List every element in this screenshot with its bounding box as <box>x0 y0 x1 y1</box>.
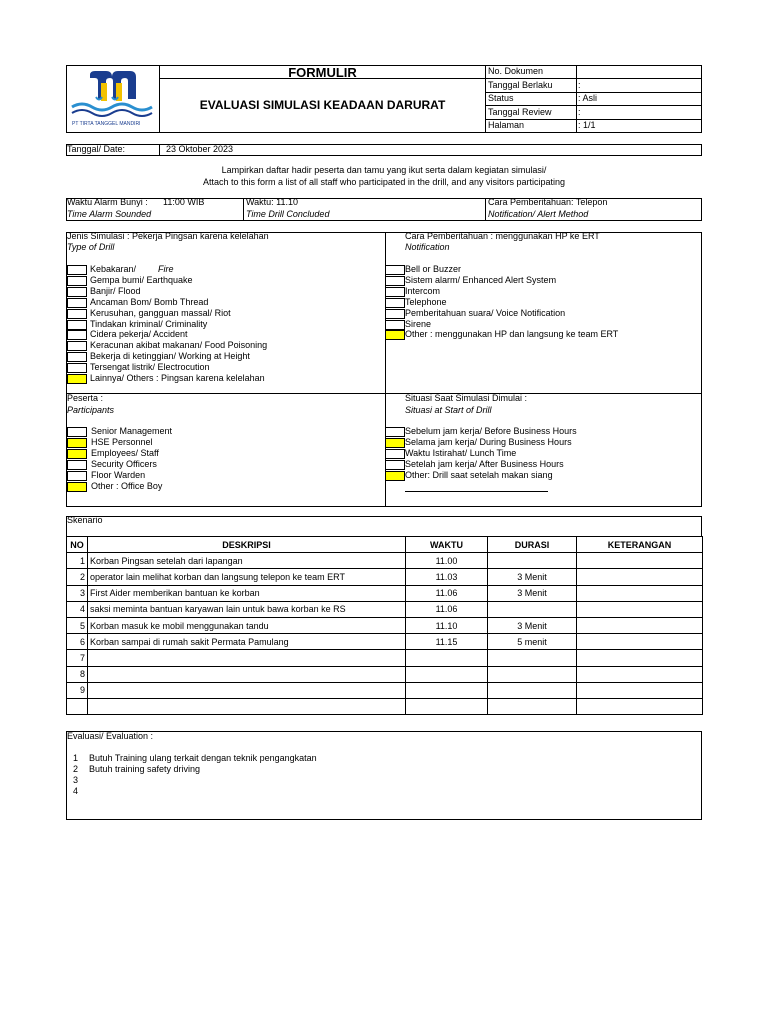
meta-value-status: : Asli <box>578 93 598 103</box>
notification-title: Cara Pemberitahuan : menggunakan HP ke ERT <box>405 231 600 241</box>
col-time: WAKTU <box>406 537 488 553</box>
row-no: 6 <box>67 634 88 650</box>
row-duration <box>488 698 577 714</box>
table-row <box>67 682 703 698</box>
evaluation-box <box>66 731 702 820</box>
checkbox[interactable] <box>67 449 87 459</box>
date-row <box>66 144 702 156</box>
participant-item: HSE Personnel <box>91 436 153 447</box>
checkbox[interactable] <box>67 276 87 286</box>
row-duration: 3 Menit <box>488 585 577 601</box>
col-duration: DURASI <box>488 537 577 553</box>
row-duration <box>488 553 577 569</box>
row-time: 11.06 <box>406 585 488 601</box>
drill-type-item: Keracunan akibat makanan/ Food Poisoning <box>90 340 268 351</box>
row-notes <box>577 585 703 601</box>
row-duration: 3 Menit <box>488 569 577 585</box>
row-no: 9 <box>67 682 88 698</box>
notification-item: Intercom <box>405 285 441 296</box>
row-notes <box>577 698 703 714</box>
evaluation-no: 1 <box>73 753 79 763</box>
row-notes <box>577 666 703 682</box>
date-value: 23 Oktober 2023 <box>166 144 234 154</box>
row-time: 11.15 <box>406 634 488 650</box>
row-no: 3 <box>67 585 88 601</box>
evaluation-title: Evaluasi/ Evaluation : <box>67 731 154 741</box>
scenario-title: Skenario <box>67 515 103 525</box>
row-description: First Aider memberikan bantuan ke korban <box>88 585 406 601</box>
evaluation-no: 4 <box>73 786 79 796</box>
checkbox[interactable] <box>67 352 87 362</box>
row-description: Korban sampai di rumah sakit Permata Pamulang <box>88 634 406 650</box>
drill-type-item: Kebakaran/ <box>90 264 137 274</box>
checkbox[interactable] <box>67 427 87 437</box>
row-notes <box>577 682 703 698</box>
evaluation-item: Butuh training safety driving <box>89 764 201 774</box>
checkbox[interactable] <box>385 265 405 275</box>
drill-type-item: Tindakan kriminal/ Criminality <box>90 318 208 329</box>
checkbox[interactable] <box>385 330 405 340</box>
checkbox[interactable] <box>67 287 87 297</box>
col-no: NO <box>67 537 88 553</box>
row-duration <box>488 601 577 617</box>
row-no <box>67 698 88 714</box>
checkbox[interactable] <box>385 438 405 448</box>
drill-type-title: Jenis Simulasi : Pekerja Pingsan karena kelelahan <box>67 231 269 241</box>
drill-type-item: Cidera pekerja/ Accident <box>90 329 188 340</box>
notification-title-en: Notification <box>405 242 450 252</box>
situation-underline <box>405 491 548 492</box>
table-row <box>67 698 703 714</box>
row-time <box>406 682 488 698</box>
participant-item: Other : Office Boy <box>91 480 163 491</box>
row-description <box>88 650 406 666</box>
notification-item: Sirene <box>405 318 432 329</box>
row-description: Korban masuk ke mobil menggunakan tandu <box>88 617 406 633</box>
situation-item: Sebelum jam kerja/ Before Business Hours <box>405 426 577 436</box>
checkbox[interactable] <box>67 330 87 340</box>
alarm-value: 11:00 WIB <box>163 197 205 207</box>
table-row <box>67 617 703 633</box>
table-row <box>67 585 703 601</box>
row-time: 11.00 <box>406 553 488 569</box>
row-notes <box>577 617 703 633</box>
logo <box>68 67 156 131</box>
doc-meta <box>485 65 702 133</box>
checkbox[interactable] <box>67 320 87 330</box>
participants-title: Peserta : <box>67 393 104 403</box>
checkbox[interactable] <box>385 276 405 286</box>
row-no: 2 <box>67 569 88 585</box>
evaluation-item: Butuh Training ulang terkait dengan teknik pengangkatan <box>89 753 317 763</box>
checkbox[interactable] <box>67 363 87 373</box>
table-row <box>67 569 703 585</box>
participant-item: Floor Warden <box>91 469 146 480</box>
checkbox[interactable] <box>67 309 87 319</box>
checkbox[interactable] <box>385 287 405 297</box>
row-duration: 5 menit <box>488 634 577 650</box>
checkbox[interactable] <box>67 265 87 275</box>
notification-item: Sistem alarm/ Enhanced Alert System <box>405 274 557 285</box>
notification-item: Pemberitahuan suara/ Voice Notification <box>405 307 566 318</box>
situation-title-en: Situasi at Start of Drill <box>405 405 492 415</box>
meta-label-effective: Tanggal Berlaku <box>488 80 553 90</box>
row-notes <box>577 634 703 650</box>
row-description: operator lain melihat korban dan langsung telepon ke team ERT <box>88 569 406 585</box>
row-time <box>406 698 488 714</box>
situation-item: Selama jam kerja/ During Business Hours <box>405 436 572 447</box>
row-no: 7 <box>67 650 88 666</box>
concluded-label: Waktu: 11.10 <box>246 197 299 207</box>
drill-type-item: Kerusuhan, gangguan massal/ Riot <box>90 307 231 318</box>
situation-item: Setelah jam kerja/ After Business Hours <box>405 458 564 469</box>
row-duration <box>488 666 577 682</box>
row-no: 4 <box>67 601 88 617</box>
checkbox[interactable] <box>385 449 405 459</box>
scenario-table <box>66 536 703 715</box>
checkbox[interactable] <box>67 471 87 481</box>
row-time <box>406 666 488 682</box>
row-notes <box>577 553 703 569</box>
notification-item: Bell or Buzzer <box>405 264 462 274</box>
situation-title: Situasi Saat Simulasi Dimulai : <box>405 393 528 403</box>
table-row <box>67 650 703 666</box>
situation-item: Other: Drill saat setelah makan siang <box>405 469 553 480</box>
row-time: 11.06 <box>406 601 488 617</box>
row-duration: 3 Menit <box>488 617 577 633</box>
evaluation-no: 2 <box>73 764 79 774</box>
table-row <box>67 601 703 617</box>
alarm-label-en: Time Alarm Sounded <box>67 209 152 219</box>
scenario-box <box>66 516 702 537</box>
row-notes <box>577 650 703 666</box>
table-row <box>67 666 703 682</box>
row-description <box>88 682 406 698</box>
drill-type-title-en: Type of Drill <box>67 242 115 252</box>
instruction-line-2: Attach to this form a list of all staff who participated in the drill, and any visitors participating <box>202 177 565 187</box>
form-title: FORMULIR <box>288 65 357 80</box>
evaluation-no: 3 <box>73 775 79 785</box>
checkbox[interactable] <box>385 471 405 481</box>
checkbox[interactable] <box>67 482 87 492</box>
checkbox[interactable] <box>385 309 405 319</box>
col-notes: KETERANGAN <box>577 537 703 553</box>
instruction-line-1: Lampirkan daftar hadir peserta dan tamu yang ikut serta dalam kegiatan simulasi/ <box>221 165 547 175</box>
meta-value-review: : <box>578 107 581 117</box>
row-no: 1 <box>67 553 88 569</box>
checkbox[interactable] <box>67 438 87 448</box>
checkbox[interactable] <box>385 298 405 308</box>
row-time: 11.03 <box>406 569 488 585</box>
notify-label-en: Notification/ Alert Method <box>488 209 589 219</box>
checkbox[interactable] <box>67 374 87 384</box>
notify-label: Cara Pemberitahuan: Telepon <box>488 197 608 207</box>
participant-item: Employees/ Staff <box>91 447 159 458</box>
row-notes <box>577 569 703 585</box>
row-no: 8 <box>67 666 88 682</box>
meta-value-effective: : <box>578 80 581 90</box>
meta-value-page: : 1/1 <box>578 120 596 130</box>
logo-caption: PT TIRTA TANGGEL MANDIRI <box>72 121 141 127</box>
participant-item: Security Officers <box>91 458 157 469</box>
date-label: Tanggal/ Date: <box>67 144 126 154</box>
meta-label-page: Halaman <box>488 120 525 130</box>
row-notes <box>577 601 703 617</box>
meta-label-status: Status <box>488 93 514 103</box>
notification-item: Other : menggunakan HP dan langsung ke team ERT <box>405 329 619 340</box>
notification-item: Telephone <box>405 296 447 307</box>
situation-item: Waktu Istirahat/ Lunch Time <box>405 447 517 458</box>
row-description <box>88 666 406 682</box>
checkbox[interactable] <box>67 298 87 308</box>
drill-type-item-en: Fire <box>158 264 174 274</box>
alarm-label: Waktu Alarm Bunyi : <box>67 197 148 207</box>
meta-label-review: Tanggal Review <box>488 107 552 117</box>
row-description: saksi meminta bantuan karyawan lain untuk bawa korban ke RS <box>88 601 406 617</box>
row-no: 5 <box>67 617 88 633</box>
checkbox[interactable] <box>385 427 405 437</box>
drill-type-item: Tersengat listrik/ Electrocution <box>90 362 210 373</box>
table-row <box>67 634 703 650</box>
participants-title-en: Participants <box>67 405 115 415</box>
col-description: DESKRIPSI <box>88 537 406 553</box>
concluded-label-en: Time Drill Concluded <box>246 209 330 219</box>
drill-type-item: Lainnya/ Others : Pingsan karena kelelahan <box>90 373 265 383</box>
drill-type-item: Gempa bumi/ Earthquake <box>90 274 193 285</box>
row-description: Korban Pingsan setelah dari lapangan <box>88 553 406 569</box>
drill-type-item: Bekerja di ketinggian/ Working at Height <box>90 351 250 362</box>
row-duration <box>488 650 577 666</box>
meta-label-doc-no: No. Dokumen <box>488 66 544 76</box>
checkbox[interactable] <box>385 460 405 470</box>
drill-type-item: Ancaman Bom/ Bomb Thread <box>90 296 209 307</box>
row-time <box>406 650 488 666</box>
row-time: 11.10 <box>406 617 488 633</box>
drill-type-item: Banjir/ Flood <box>90 285 141 296</box>
checkbox[interactable] <box>67 341 87 351</box>
checkbox[interactable] <box>385 320 405 330</box>
row-duration <box>488 682 577 698</box>
participant-item: Senior Management <box>91 426 173 436</box>
form-subtitle: EVALUASI SIMULASI KEADAAN DARURAT <box>199 98 446 112</box>
row-description <box>88 698 406 714</box>
table-row <box>67 553 703 569</box>
checkbox[interactable] <box>67 460 87 470</box>
